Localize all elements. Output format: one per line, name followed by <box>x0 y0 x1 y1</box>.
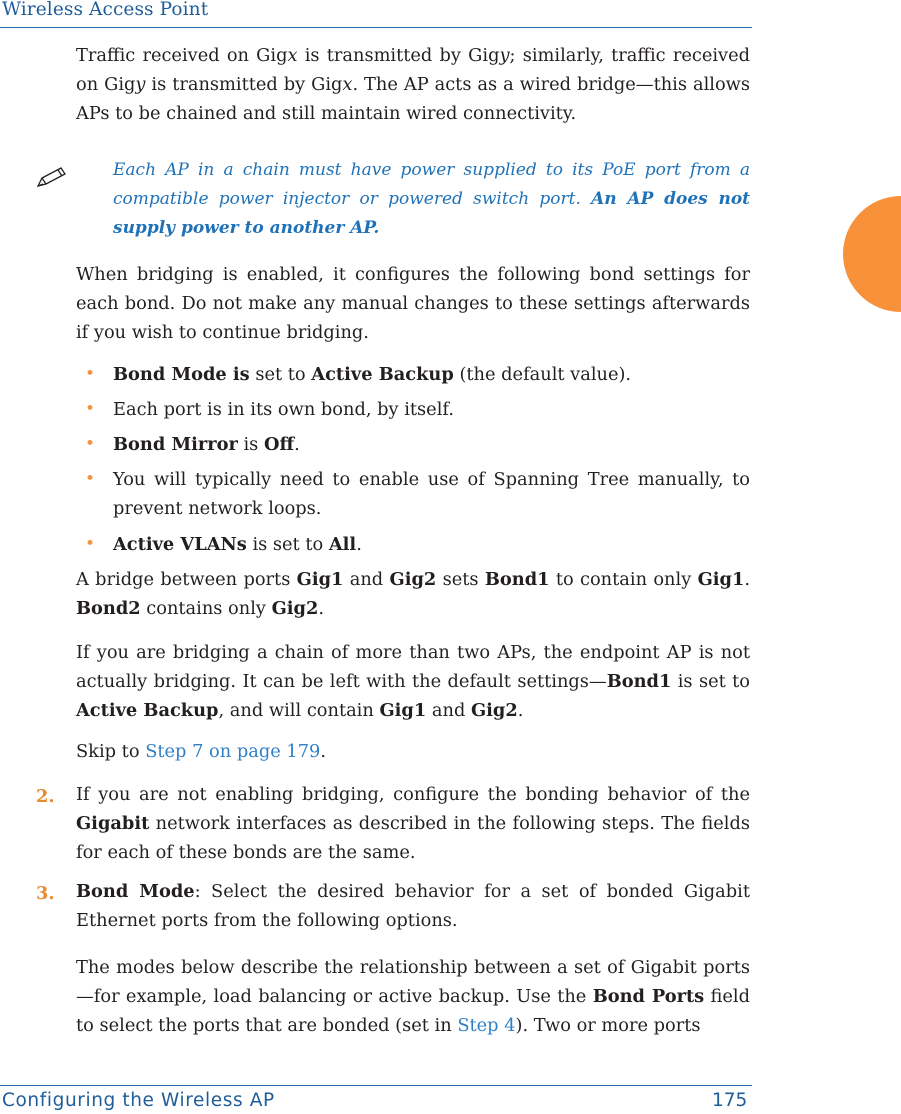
bullet-icon: • <box>85 434 96 454</box>
bridging-paragraph: When bridging is enabled, it configures the following bond settings for each bond. Do not make any manual changes to these settings afterwards if you wish to continue bridging. <box>76 264 750 343</box>
bullet-bond-mode: Bond Mode is set to Active Backup (the default value). <box>113 364 632 385</box>
bullet-active-vlans: Active VLANs is set to All. <box>113 534 362 555</box>
pencil-icon <box>34 165 68 193</box>
bullet-icon: • <box>85 364 96 384</box>
footer-page-number: 175 <box>712 1090 748 1111</box>
bullet-own-bond: Each port is in its own bond, by itself. <box>113 399 454 420</box>
chapter-tab-marker <box>843 196 901 312</box>
step-4-link[interactable]: Step 4 <box>457 1015 516 1036</box>
header-rule <box>0 27 752 28</box>
modes-paragraph: The modes below describe the relationship between a set of Gigabit ports—for example, load balancing or active backup. Use the Bond Ports field to select the ports that are bonded (set in Step 4). Two or more ports <box>76 957 750 1036</box>
intro-paragraph: Traffic received on Gigx is transmitted by Gigy; similarly, traffic received on Gigy is transmitted by Gigx. The AP acts as a wired bridge—this allows APs to be chained and still maintain wired connectivity. <box>76 45 750 124</box>
bullet-bond-mirror: Bond Mirror is Off. <box>113 434 300 455</box>
step-7-link[interactable]: Step 7 on page 179 <box>145 741 321 762</box>
note-text: Each AP in a chain must have power supplied to its PoE port from a compatible power injector or powered switch port. An AP does not supply power to another AP. <box>113 160 751 238</box>
bullet-icon: • <box>85 399 96 419</box>
header-title: Wireless Access Point <box>2 0 209 20</box>
bullet-spanning-tree: You will typically need to enable use of Spanning Tree manually, to prevent network loops. <box>113 469 750 519</box>
step-3-text: Bond Mode: Select the desired behavior for a set of bonded Gigabit Ethernet ports from the following options. <box>76 881 750 931</box>
footer-section-title: Configuring the Wireless AP <box>2 1090 275 1111</box>
bridge-ports-paragraph: A bridge between ports Gig1 and Gig2 sets Bond1 to contain only Gig1. Bond2 contains only Gig2. <box>76 569 750 619</box>
step-number: 3. <box>36 883 55 904</box>
skip-line: Skip to Step 7 on page 179. <box>76 741 326 762</box>
chain-paragraph: If you are bridging a chain of more than two APs, the endpoint AP is not actually bridging. It can be left with the default settings—Bond1 is set to Active Backup, and will contain Gig1 and Gig2. <box>76 642 750 721</box>
step-2-text: If you are not enabling bridging, configure the bonding behavior of the Gigabit network interfaces as described in the following steps. The fields for each of these bonds are the same. <box>76 784 750 863</box>
bullet-icon: • <box>85 469 96 489</box>
footer-rule <box>0 1085 752 1086</box>
bullet-icon: • <box>85 534 96 554</box>
step-number: 2. <box>36 786 55 807</box>
